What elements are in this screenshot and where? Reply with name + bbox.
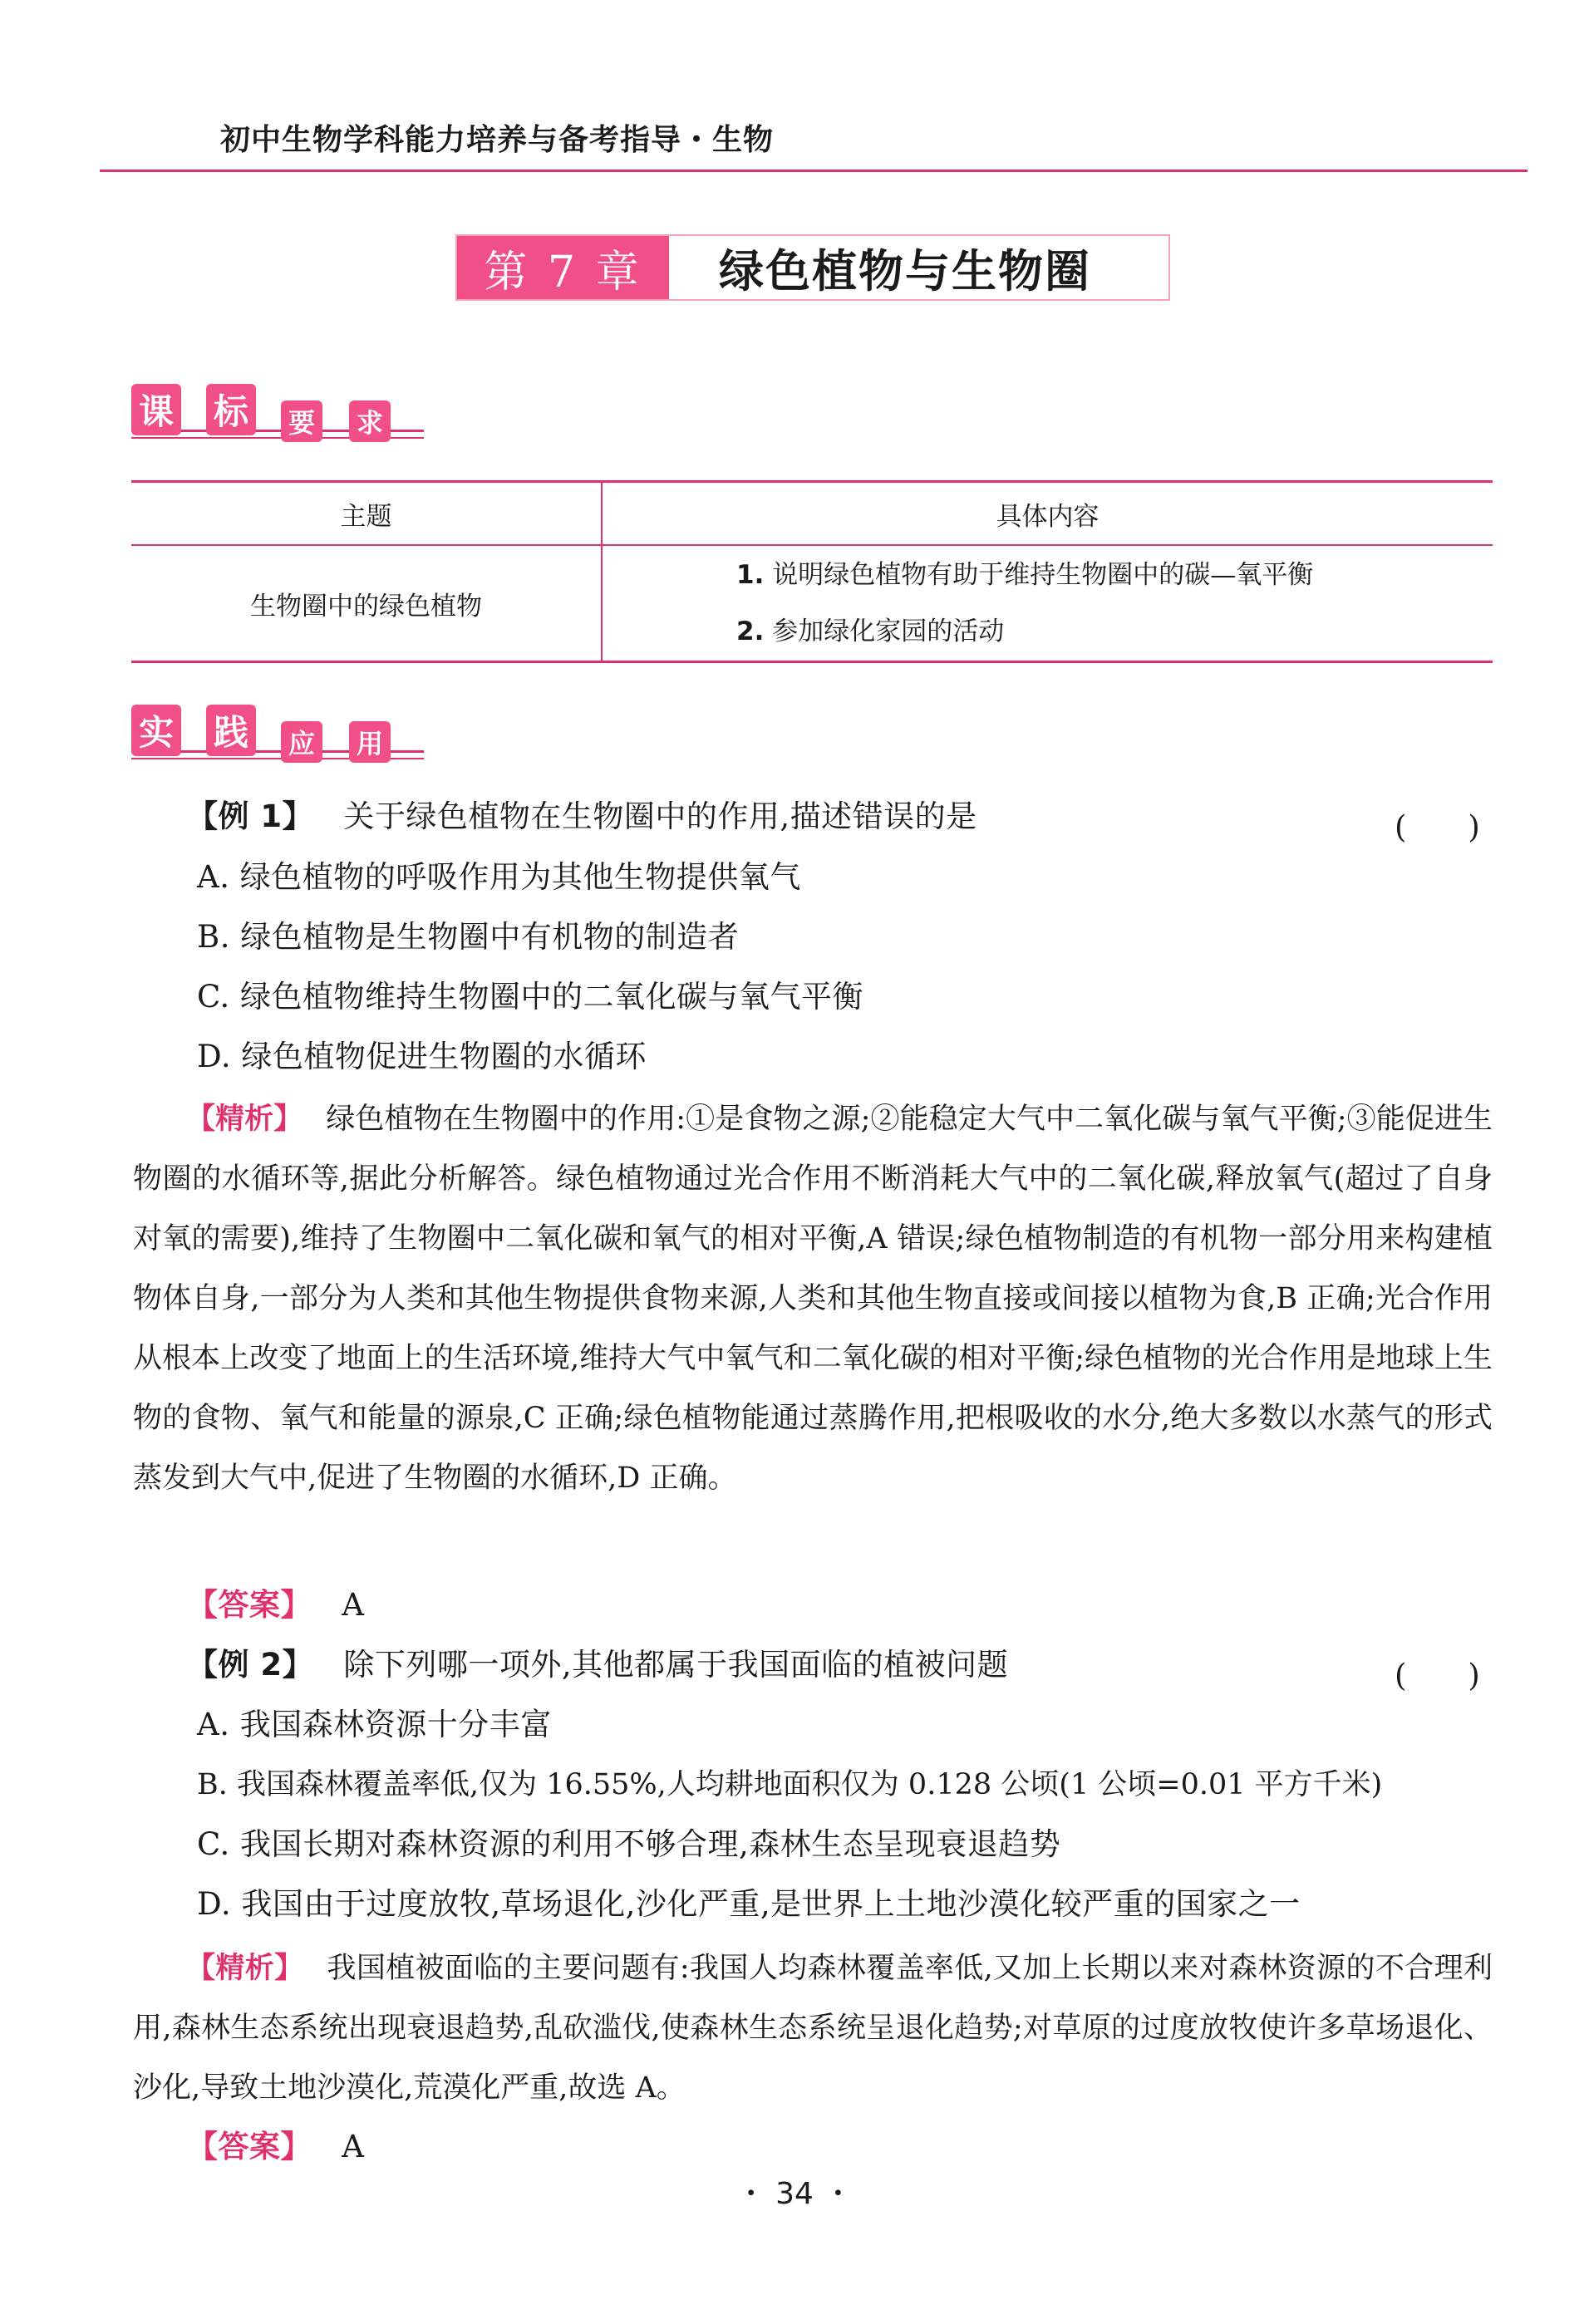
chapter-number: 第 7 章 (457, 236, 669, 299)
option-c: C. 绿色植物维持生物圈中的二氧化碳与氧气平衡 (197, 979, 864, 1015)
option-a: A. 绿色植物的呼吸作用为其他生物提供氧气 (197, 859, 801, 895)
section-char: 标 (206, 384, 256, 435)
header-rule (100, 170, 1528, 172)
content-item (603, 547, 1492, 603)
answer-parentheses: ( ) (1395, 809, 1480, 845)
table-header-content: 具体内容 (602, 482, 1493, 546)
chapter-title: 绿色植物与生物圈 (719, 244, 1091, 297)
content-item (603, 603, 1492, 660)
example-2-question (187, 1635, 1008, 1695)
analysis-text: 绿色植物在生物圈中的作用:①是食物之源;②能稳定大气中二氧化碳与氧气平衡;③能促进生物圈的水循环等,据此分析解答。绿色植物通过光合作用不断消耗大气中的二氧化碳,释放氧气(超过了自身对氧的需要),维持了生物圈中二氧化碳和氧气的相对平衡,A 错误;绿色植物制造的有机物一部分用来构建植物体自身,一部分为人类和其他生物提供食物来源,人类和其他生物直接或间接以植物为食,B 正确;光合作用从根本上改变了地面上的生活环境,维持大气中氧气和二氧化碳的相对平衡;绿色植物的光合作用是地球上生物的食物、氧气和能量的源泉,C 正确;绿色植物能通过蒸腾作用,把根吸收的水分,绝大多数以水蒸气的形式蒸发到大气中,促进了生物圈的水循环,D 正确。 (133, 1103, 1493, 1495)
question-text: 关于绿色植物在生物圈中的作用,描述错误的是 (343, 798, 977, 834)
section-char: 应 (281, 721, 322, 763)
example-1-question (187, 787, 977, 847)
example-label: 【例 2】 (187, 1647, 314, 1683)
answer-parentheses: ( ) (1395, 1658, 1480, 1693)
example-2-analysis (133, 1938, 1493, 2118)
example-label: 【例 1】 (187, 798, 314, 834)
table-row (131, 545, 1493, 662)
section-char: 要 (281, 400, 322, 442)
analysis-tag: 【精析】 (186, 1103, 303, 1136)
table-header-row (131, 482, 1493, 546)
section-char: 用 (349, 721, 391, 763)
example-2-answer (187, 2117, 365, 2177)
analysis-tag: 【精析】 (186, 1952, 304, 1985)
content-item-text: 参加绿化家园的活动 (772, 617, 1005, 646)
example-1-analysis (133, 1089, 1493, 1508)
page-number: ・ 34 ・ (735, 2177, 854, 2211)
answer-value: A (342, 2129, 365, 2164)
content-item-number: 2. (736, 617, 765, 646)
answer-value: A (342, 1587, 365, 1623)
table-cell-content (602, 545, 1493, 662)
answer-tag: 【答案】 (187, 2129, 312, 2164)
section-char: 课 (131, 384, 181, 435)
running-header: 初中生物学科能力培养与备考指导・生物 (220, 123, 775, 157)
content-item-text: 说明绿色植物有助于维持生物圈中的碳—氧平衡 (772, 560, 1314, 590)
analysis-text: 我国植被面临的主要问题有:我国人均森林覆盖率低,又加上长期以来对森林资源的不合理利用,森林生态系统出现衰退趋势,乱砍滥伐,使森林生态系统呈退化趋势;对草原的过度放牧使许多草场退化、沙化,导致土地沙漠化,荒漠化严重,故选 A。 (133, 1952, 1493, 2105)
content-item-number: 1. (736, 560, 765, 590)
section-char: 求 (349, 400, 391, 442)
section-heading-practice (131, 705, 430, 771)
chapter-banner (455, 234, 1170, 301)
option-a: A. 我国森林资源十分丰富 (197, 1707, 552, 1742)
answer-tag: 【答案】 (187, 1587, 312, 1623)
option-b: B. 绿色植物是生物圈中有机物的制造者 (197, 919, 740, 955)
option-d: D. 绿色植物促进生物圈的水循环 (197, 1039, 647, 1074)
table-header-topic: 主题 (131, 482, 602, 546)
option-b: B. 我国森林覆盖率低,仅为 16.55%,人均耕地面积仅为 0.128 公顷(1 公顷=0.01 平方千米) (197, 1768, 1383, 1801)
section-heading-curriculum (131, 384, 430, 450)
question-text: 除下列哪一项外,其他都属于我国面临的植被问题 (343, 1647, 1009, 1683)
curriculum-table (131, 480, 1493, 663)
example-1-answer (187, 1575, 365, 1635)
section-char: 践 (206, 705, 256, 756)
option-d: D. 我国由于过度放牧,草场退化,沙化严重,是世界上土地沙漠化较严重的国家之一 (197, 1886, 1301, 1922)
option-c: C. 我国长期对森林资源的利用不够合理,森林生态呈现衰退趋势 (197, 1826, 1061, 1862)
table-cell-topic: 生物圈中的绿色植物 (131, 545, 602, 662)
section-char: 实 (131, 705, 181, 756)
